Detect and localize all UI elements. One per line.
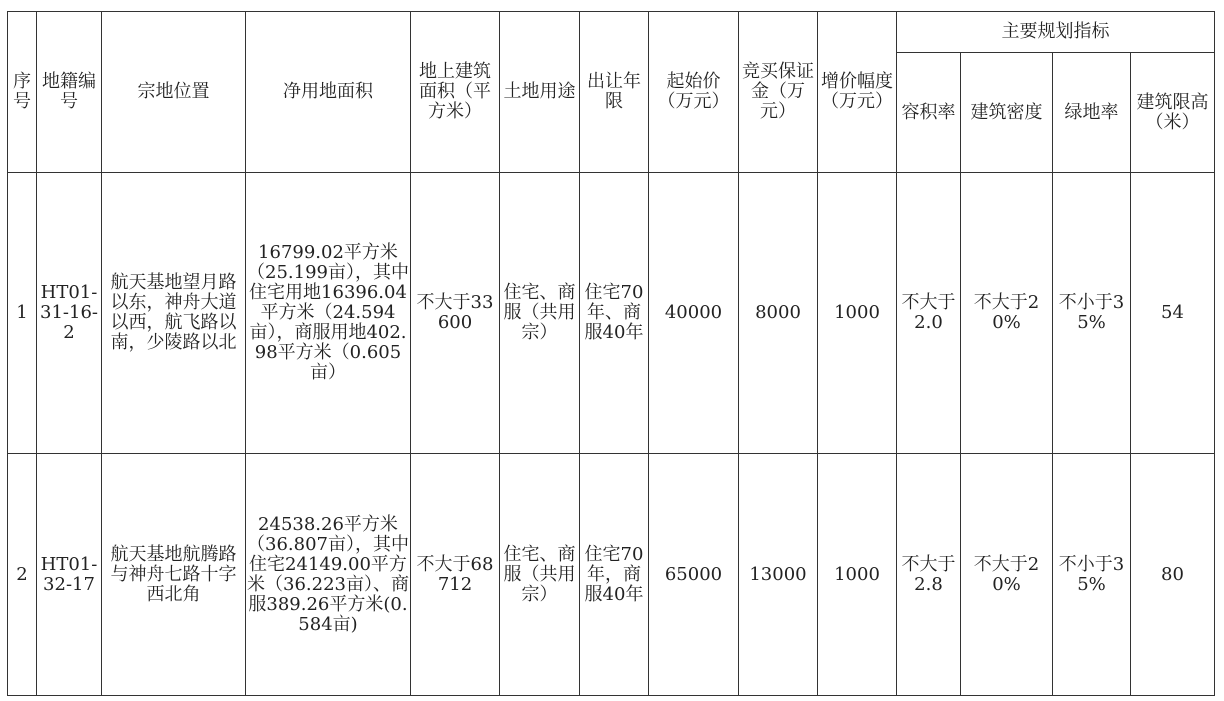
cell-far: 不大于2.8 xyxy=(897,454,961,696)
cell-increment: 1000 xyxy=(818,454,897,696)
cell-net-area: 24538.26平方米（36.807亩），其中住宅24149.00平方米（36.223亩）、商服389.26平方米(0.584亩) xyxy=(246,454,411,696)
cell-location: 航天基地航腾路与神舟七路十字西北角 xyxy=(102,454,246,696)
cell-green-ratio: 不小于35% xyxy=(1053,173,1131,454)
table-row xyxy=(8,454,1215,696)
header-height-limit: 建筑限高（米） xyxy=(1131,53,1215,173)
cell-seq: 2 xyxy=(8,454,37,696)
cell-start-price: 40000 xyxy=(649,173,739,454)
header-term: 出让年限 xyxy=(580,12,649,173)
header-planning-group: 主要规划指标 xyxy=(897,12,1215,53)
cell-far: 不大于2.0 xyxy=(897,173,961,454)
cell-deposit: 13000 xyxy=(739,454,818,696)
cell-location: 航天基地望月路以东，神舟大道以西，航飞路以南，少陵路以北 xyxy=(102,173,246,454)
header-deposit: 竞买保证金（万元） xyxy=(739,12,818,173)
header-increment: 增价幅度（万元） xyxy=(818,12,897,173)
header-far: 容积率 xyxy=(897,53,961,173)
cell-increment: 1000 xyxy=(818,173,897,454)
cell-net-area: 16799.02平方米（25.199亩），其中住宅用地16396.04平方米（24.594亩），商服用地402.98平方米（0.605亩） xyxy=(246,173,411,454)
cell-term: 住宅70年、商服40年 xyxy=(580,173,649,454)
cell-seq: 1 xyxy=(8,173,37,454)
cell-deposit: 8000 xyxy=(739,173,818,454)
header-green-ratio: 绿地率 xyxy=(1053,53,1131,173)
cell-height-limit: 80 xyxy=(1131,454,1215,696)
cell-start-price: 65000 xyxy=(649,454,739,696)
cell-land-use: 住宅、商服（共用宗） xyxy=(500,454,580,696)
cell-density: 不大于20% xyxy=(961,454,1053,696)
table-row xyxy=(8,173,1215,454)
cell-density: 不大于20% xyxy=(961,173,1053,454)
header-start-price: 起始价（万元） xyxy=(649,12,739,173)
header-land-use: 土地用途 xyxy=(500,12,580,173)
cell-land-use: 住宅、商服（共用宗） xyxy=(500,173,580,454)
cell-above-ground-area: 不大于68712 xyxy=(411,454,500,696)
cell-height-limit: 54 xyxy=(1131,173,1215,454)
header-row-1 xyxy=(8,12,1215,53)
header-parcel-no: 地籍编号 xyxy=(37,12,102,173)
cell-green-ratio: 不小于35% xyxy=(1053,454,1131,696)
header-above-ground-area: 地上建筑面积（平方米） xyxy=(411,12,500,173)
header-seq: 序号 xyxy=(8,12,37,173)
header-density: 建筑密度 xyxy=(961,53,1053,173)
cell-parcel-no: HT01-31-16-2 xyxy=(37,173,102,454)
cell-parcel-no: HT01-32-17 xyxy=(37,454,102,696)
cell-above-ground-area: 不大于33600 xyxy=(411,173,500,454)
land-auction-table xyxy=(7,11,1215,696)
header-location: 宗地位置 xyxy=(102,12,246,173)
cell-term: 住宅70年，商服40年 xyxy=(580,454,649,696)
header-net-area: 净用地面积 xyxy=(246,12,411,173)
